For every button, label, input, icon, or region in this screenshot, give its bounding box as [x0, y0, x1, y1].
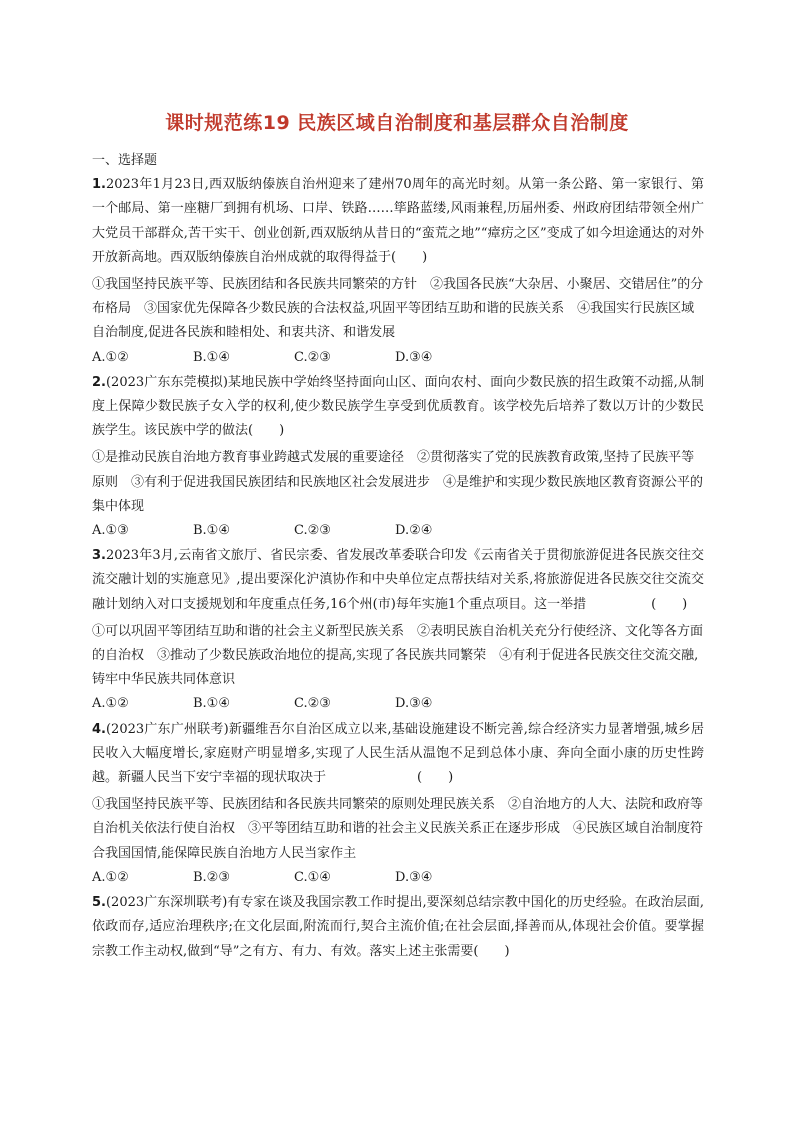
option-b[interactable]: B.①④ — [193, 523, 230, 539]
question-5 — [92, 891, 704, 964]
option-d[interactable]: D.③④ — [395, 696, 433, 712]
question-stem — [92, 718, 704, 791]
question-text: (2023广东深圳联考)有专家在谈及我国宗教工作时提出,要深刻总结宗教中国化的历史经验。在政治层面,依政而存,适应治理秩序;在文化层面,附流而行,契合主流价值;在社会层面,择善而从,体现社会价值。要掌握宗教工作主动权,做到“导”之有方、有力、有效。落实上述主张需要( ) — [92, 895, 704, 959]
question-stem — [92, 173, 704, 270]
option-c[interactable]: C.②③ — [294, 349, 331, 365]
question-4 — [92, 718, 704, 890]
question-number: 4. — [92, 721, 106, 737]
question-stem — [92, 544, 704, 617]
question-text: 2023年1月23日,西双版纳傣族自治州迎来了建州70周年的高光时刻。从第一条公路、第一家银行、第一个邮局、第一座糖厂到拥有机场、口岸、铁路……筚路蓝缕,风雨兼程,历届州委、州政府团结带领全州广大党员干部群众,苦干实干、创业创新,西双版纳从昔日的“蛮荒之地”“瘴疠之区”变成了如今坦途通达的对外开放新高地。西双版纳傣族自治州成就的取得得益于( ) — [92, 177, 704, 265]
answer-options — [92, 519, 704, 543]
option-b[interactable]: B.①④ — [193, 696, 230, 712]
option-a[interactable]: A.①② — [92, 869, 129, 885]
question-statements: ①我国坚持民族平等、民族团结和各民族共同繁荣的方针 ②我国各民族“大杂居、小聚居、交错居住”的分布格局 ③国家优先保障各少数民族的合法权益,巩固平等团结互助和谐的民族关系 ④我国实行民族区域自治制度,促进各民族和睦相处、和衷共济、和谐发展 — [92, 277, 704, 341]
option-b[interactable]: B.②③ — [193, 869, 230, 885]
section-heading: 一、选择题 — [92, 153, 158, 168]
answer-options — [92, 692, 704, 716]
answer-options — [92, 866, 704, 890]
answer-options — [92, 346, 704, 370]
question-statements: ①我国坚持民族平等、民族团结和各民族共同繁荣的原则处理民族关系 ②自治地方的人大、法院和政府等自治机关依法行使自治权 ③平等团结互助和谐的社会主义民族关系正在逐步形成 ④民族区域自治制度符合我国国情,能保障民族自治地方人民当家作主 — [92, 797, 704, 861]
question-statements: ①可以巩固平等团结互助和谐的社会主义新型民族关系 ②表明民族自治机关充分行使经济、文化等各方面的自治权 ③推动了少数民族政治地位的提高,实现了各民族共同繁荣 ④有利于促进各民族交往交流交融,铸牢中华民族共同体意识 — [92, 623, 704, 688]
question-text: (2023广东东莞模拟)某地民族中学始终坚持面向山区、面向农村、面向少数民族的招生政策不动摇,从制度上保障少数民族子女入学的权利,使少数民族学生享受到优质教育。该学校先后培养了数以万计的少数民族学生。该民族中学的做法( ) — [92, 374, 704, 439]
question-number: 3. — [92, 548, 106, 564]
question-number: 1. — [92, 177, 106, 193]
question-text: 2023年3月,云南省文旅厅、省民宗委、省发展改革委联合印发《云南省关于贯彻旅游促进各民族交往交流交融计划的实施意见》,提出要深化沪滇协作和中央单位定点帮扶结对关系,将旅游促进各民族交往交流交融计划纳入对口支援规划和年度重点任务,16个州(市)每年实施1个重点项目。这一举措 ( ) — [92, 548, 704, 612]
question-1 — [92, 173, 704, 370]
question-number: 5. — [92, 895, 106, 911]
option-a[interactable]: A.①② — [92, 349, 129, 365]
option-d[interactable]: D.②④ — [395, 523, 433, 539]
question-3 — [92, 544, 704, 716]
question-stem — [92, 371, 704, 444]
question-text: (2023广东广州联考)新疆维吾尔自治区成立以来,基础设施建设不断完善,综合经济实力显著增强,城乡居民收入大幅度增长,家庭财产明显增多,实现了人民生活从温饱不足到总体小康、奔向全面小康的历史性跨越。新疆人民当下安宁幸福的现状取决于 ( ) — [92, 721, 704, 786]
option-c[interactable]: C.②③ — [294, 696, 331, 712]
option-c[interactable]: C.②③ — [294, 523, 331, 539]
question-statements: ①是推动民族自治地方教育事业跨越式发展的重要途径 ②贯彻落实了党的民族教育政策,坚持了民族平等原则 ③有利于促进我国民族团结和民族地区社会发展进步 ④是维护和实现少数民族地区教育资源公平的集中体现 — [92, 450, 704, 514]
option-c[interactable]: C.①④ — [294, 869, 331, 885]
question-stem — [92, 891, 704, 964]
page-title: 课时规范练19 民族区域自治制度和基层群众自治制度 — [165, 112, 629, 134]
option-d[interactable]: D.③④ — [395, 869, 433, 885]
option-d[interactable]: D.③④ — [395, 349, 433, 365]
option-a[interactable]: A.①③ — [92, 523, 129, 539]
option-b[interactable]: B.①④ — [193, 349, 230, 365]
question-list — [92, 149, 704, 967]
question-number: 2. — [92, 374, 106, 390]
option-a[interactable]: A.①② — [92, 696, 129, 712]
question-2 — [92, 371, 704, 543]
